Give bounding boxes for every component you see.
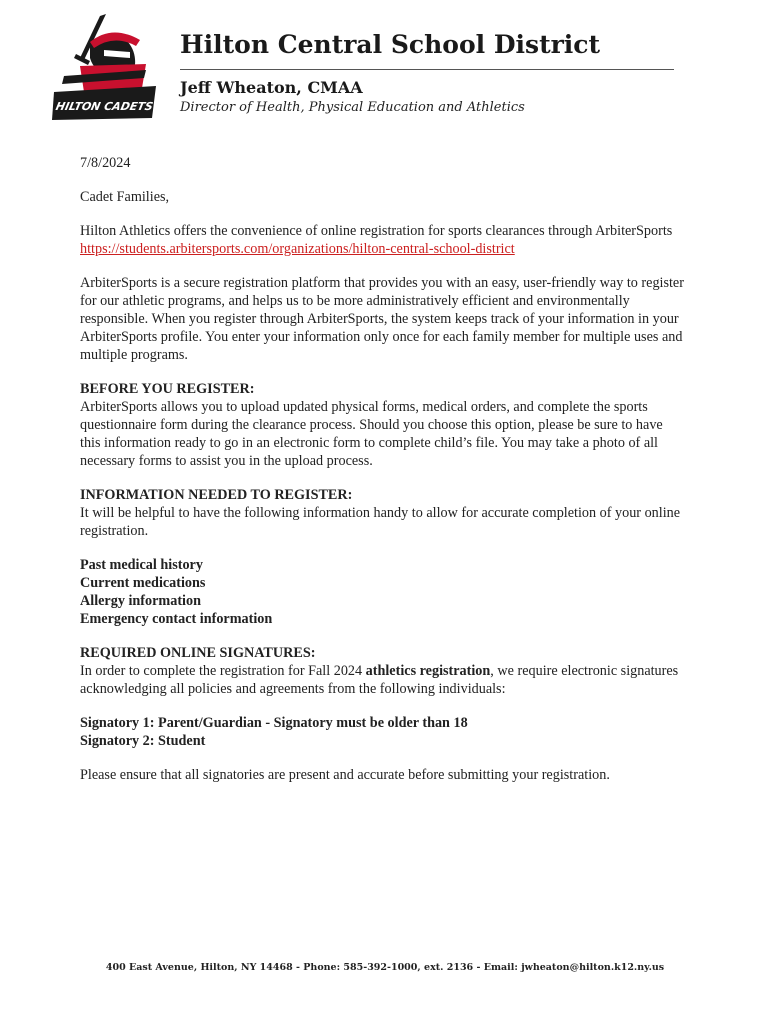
- header-divider: [180, 69, 674, 70]
- list-item: Emergency contact information: [80, 611, 273, 627]
- before-text: ArbiterSports allows you to upload updated physical forms, medical orders, and complete the sports questionnaire form during the clearance process. Should you choose this option, please be sure to have this information ready to go in an electronic form to complete child’s file. You may take a photo of all necessary forms to assist you in the upload process.: [80, 399, 663, 469]
- before-section: [80, 380, 686, 470]
- closing-paragraph: Please ensure that all signatories are present and accurate before submitting your registration.: [80, 767, 610, 783]
- intro-paragraph: [80, 222, 686, 258]
- signatures-section: [80, 644, 686, 698]
- list-item: Signatory 2: Student: [80, 733, 206, 749]
- info-list: [80, 556, 686, 628]
- hilton-cadets-logo: [50, 14, 160, 122]
- logo-wordmark: HILTON CADETS: [54, 100, 155, 113]
- arbitersports-link[interactable]: https://students.arbitersports.com/organizations/hilton-central-school-district: [80, 241, 515, 257]
- letter-salutation: Cadet Families,: [80, 189, 170, 205]
- signatures-text-after: , we require electronic signatures acknowledging all policies and agreements from the following individuals:: [80, 663, 679, 697]
- intro-text: Hilton Athletics offers the convenience of online registration for sports clearances through ArbiterSports: [80, 223, 673, 239]
- signatures-heading: REQUIRED ONLINE SIGNATURES:: [80, 645, 316, 661]
- letter-body: [80, 154, 686, 800]
- info-text: It will be helpful to have the following information handy to allow for accurate completion of your online registration.: [80, 505, 681, 539]
- sender-role: Director of Health, Physical Education and Athletics: [180, 100, 525, 115]
- about-paragraph: ArbiterSports is a secure registration platform that provides you with an easy, user-friendly way to register for our athletic programs, and helps us to be more administratively efficient and environmentally responsible. When you register through ArbiterSports, the system keeps track of your information in your ArbiterSports profile. You enter your information only once for each family member for multiple uses and multiple programs.: [80, 275, 684, 363]
- district-title: Hilton Central School District: [180, 30, 601, 59]
- list-item: Current medications: [80, 575, 206, 591]
- signatures-text-before: In order to complete the registration for Fall 2024: [80, 663, 363, 679]
- info-heading: INFORMATION NEEDED TO REGISTER:: [80, 487, 353, 503]
- letter-date: 7/8/2024: [80, 155, 131, 171]
- footer-contact: 400 East Avenue, Hilton, NY 14468 - Phone: 585-392-1000, ext. 2136 - Email: jwheaton@hilton.k12.ny.us: [105, 962, 665, 973]
- list-item: Signatory 1: Parent/Guardian - Signatory must be older than 18: [80, 715, 468, 731]
- sender-name: Jeff Wheaton, CMAA: [180, 78, 363, 97]
- info-section: [80, 486, 686, 540]
- list-item: Allergy information: [80, 593, 201, 609]
- signatories-list: [80, 714, 686, 750]
- before-heading: BEFORE YOU REGISTER:: [80, 381, 255, 397]
- signatures-text-bold: athletics registration: [365, 663, 491, 679]
- list-item: Past medical history: [80, 557, 203, 573]
